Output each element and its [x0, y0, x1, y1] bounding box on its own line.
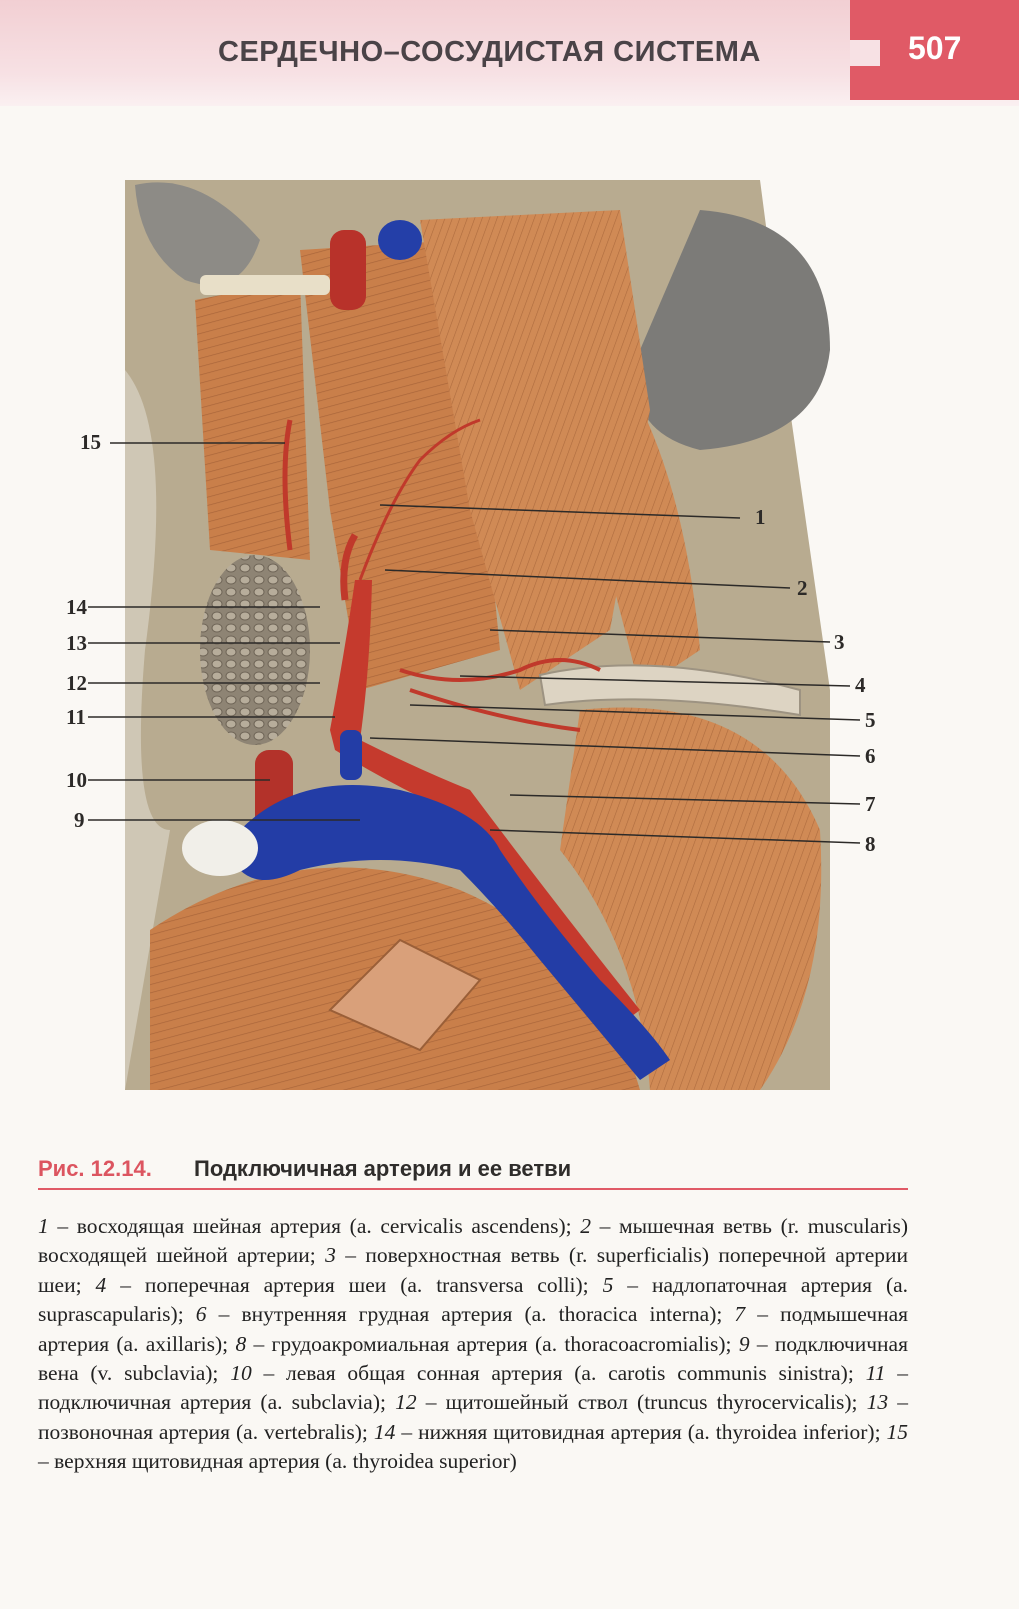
legend-text: левая общая сонная артерия (a. carotis communis sinistra);: [286, 1361, 854, 1386]
callout-13: 13: [66, 631, 87, 655]
legend-text: грудоакромиальная артерия (a. thoracoacromialis);: [271, 1331, 732, 1356]
anatomy-drawing: [0, 130, 1019, 1130]
legend-num: 3: [325, 1243, 336, 1268]
callout-2: 2: [797, 576, 808, 600]
figure-number: Рис. 12.14.: [38, 1156, 152, 1181]
callout-7: 7: [865, 792, 876, 816]
page-tab-notch: [850, 40, 880, 66]
legend-num: 14: [373, 1419, 396, 1444]
legend-text: надлопаточная артерия (a. suprascapularis);: [38, 1272, 909, 1327]
legend-num: 11: [865, 1361, 886, 1386]
callout-4: 4: [855, 673, 866, 697]
legend-num: 12: [395, 1390, 417, 1415]
callout-11: 11: [66, 705, 86, 729]
legend-num: 10: [230, 1361, 252, 1386]
lymph-node: [182, 820, 258, 876]
legend-text: подмышечная артерия (a. axillaris);: [38, 1302, 909, 1356]
section-title: СЕРДЕЧНО–СОСУДИСТАЯ СИСТЕМА: [218, 36, 761, 68]
legend-text: подключичная артерия (a. subclavia);: [38, 1390, 386, 1415]
legend-num: 7: [734, 1302, 746, 1327]
legend-num: 9: [738, 1331, 750, 1356]
legend-text: позвоночная артерия (a. vertebralis);: [38, 1419, 368, 1444]
legend-text: внутренняя грудная артерия (a. thoracica interna);: [241, 1302, 723, 1327]
legend-text: мышечная ветвь (r. muscularis) восходящей шейной артерии;: [38, 1214, 909, 1268]
legend-text: поперечная артерия шеи (a. transversa colli);: [144, 1272, 589, 1297]
legend-text: поверхностная ветвь (r. superficialis) поперечной артерии шеи;: [38, 1243, 909, 1297]
callout-6: 6: [865, 744, 876, 768]
legend-num: 8: [235, 1331, 247, 1356]
callout-12: 12: [66, 671, 87, 695]
legend-num: 5: [602, 1272, 614, 1297]
neck-muscle-left: [195, 280, 310, 560]
legend-text: нижняя щитовидная артерия (a. thyroidea inferior);: [418, 1419, 881, 1444]
legend-text: подключичная вена (v. subclavia);: [38, 1331, 908, 1386]
callout-5: 5: [865, 708, 876, 732]
vein-tributary: [340, 730, 362, 780]
anatomy-illustration: [0, 130, 1019, 1130]
legend-num: 1: [38, 1214, 49, 1238]
callout-15: 15: [80, 430, 101, 454]
figure-legend: 1 – восходящая шейная артерия (a. cervicalis ascendens); 2 – мышечная ветвь (r. muscularis) восходящей шейной артерии; 3 – поверхностная ветвь (r. superficialis) поперечной артерии шеи; 4 – поперечная артерия шеи (a. transversa colli); 5 – надлопаточная артерия (a. suprascapularis); 6 – внутренняя грудная артерия (a. thoracica interna); 7 – подмышечная артерия (a. axillaris); 8 – грудоакромиальная артерия (a. thoracoacromialis); 9 – подключичная вена (v. subclavia); 10 – левая общая сонная артерия (a. carotis communis sinistra); 11 – подключичная артерия (a. subclavia); 12 – щитошейный ствол (truncus thyrocervicalis); 13 – позвоночная артерия (a. vertebralis); 14 – нижняя щитовидная артерия (a. thyroidea inferior); 15 – верхняя щитовидная артерия (a. thyroidea superior): [38, 1214, 909, 1474]
figure-title: Подключичная артерия и ее ветви: [194, 1156, 572, 1181]
callout-14: 14: [66, 595, 87, 619]
legend-num: 4: [95, 1272, 107, 1297]
callout-10: 10: [66, 768, 87, 792]
legend-text: верхняя щитовидная артерия (a. thyroidea superior): [54, 1449, 517, 1474]
legend-num: 6: [195, 1302, 207, 1327]
hyoid-bone: [200, 275, 330, 295]
page-number: 507: [908, 30, 962, 66]
carotid-artery-stump-top: [330, 230, 366, 310]
legend-num: 15: [886, 1419, 909, 1444]
jugular-vein-stump: [378, 220, 422, 260]
callout-8: 8: [865, 832, 876, 856]
callout-9: 9: [74, 808, 85, 832]
legend-text: восходящая шейная артерия (a. cervicalis ascendens);: [76, 1214, 572, 1238]
figure-caption: [38, 1156, 908, 1190]
legend-text: щитошейный ствол (truncus thyrocervicalis);: [445, 1390, 858, 1415]
legend-num: 13: [866, 1390, 889, 1415]
callout-1: 1: [755, 505, 766, 529]
callout-3: 3: [834, 630, 845, 654]
legend-num: 2: [580, 1214, 592, 1238]
